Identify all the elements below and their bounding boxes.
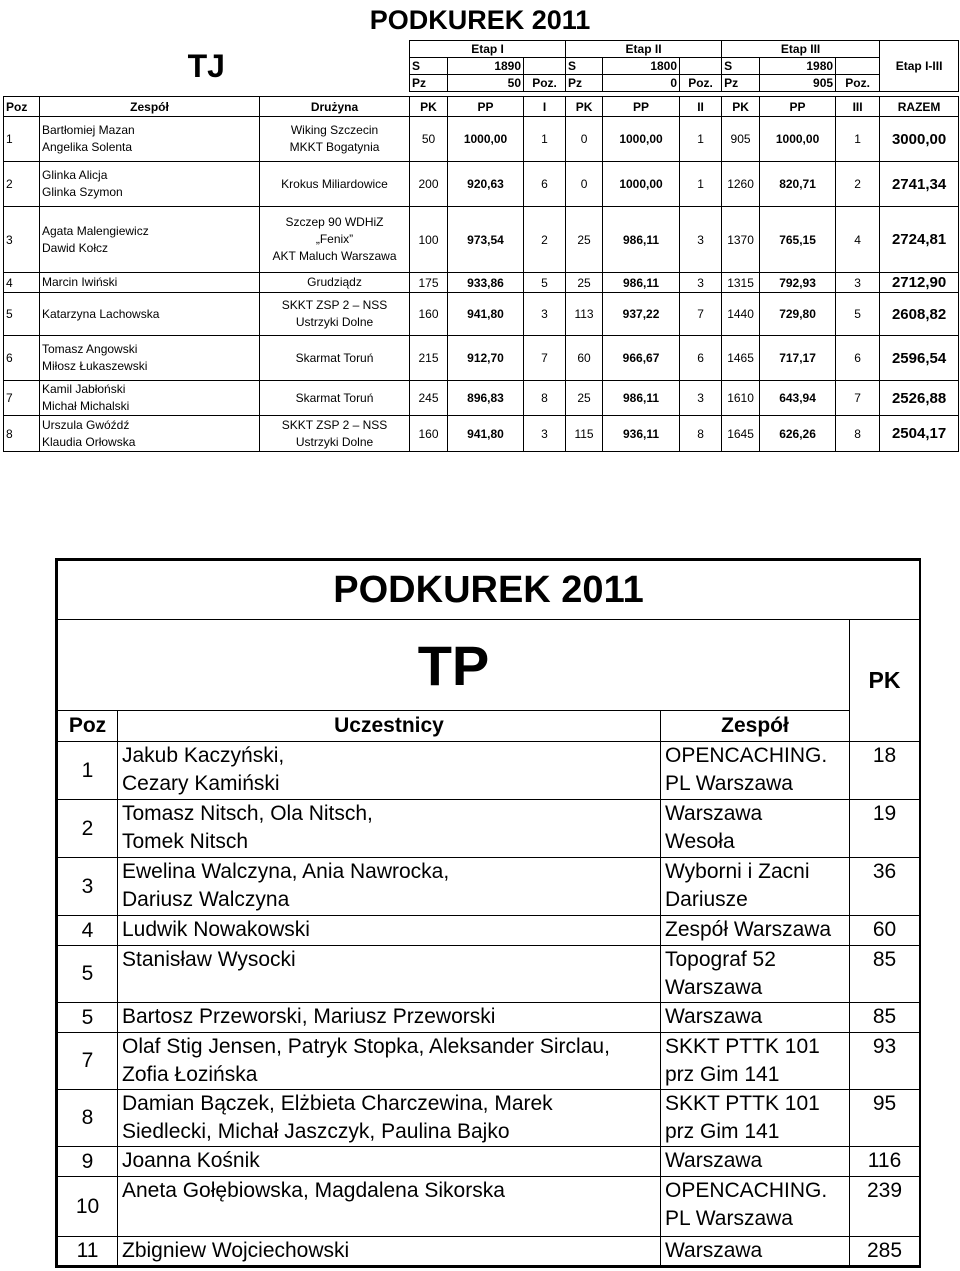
row-club bbox=[260, 416, 410, 452]
row-pk-stage-2: 60 bbox=[566, 336, 603, 381]
row-participants-line: Cezary Kamiński bbox=[122, 772, 280, 795]
row-team-line: Warszawa bbox=[665, 1239, 763, 1262]
row-team-members bbox=[40, 207, 260, 273]
row-place-stage-2: 3 bbox=[680, 207, 722, 273]
row-pp-stage-1: 1000,00 bbox=[448, 117, 524, 162]
row-club bbox=[260, 381, 410, 416]
row-pk: 60 bbox=[850, 916, 920, 946]
stage-3-label: Etap III bbox=[722, 41, 880, 58]
row-place-stage-2: 3 bbox=[680, 273, 722, 293]
table-row bbox=[4, 273, 959, 293]
table-row bbox=[58, 946, 920, 1003]
row-pp-stage-1: 941,80 bbox=[448, 293, 524, 336]
row-pk-stage-3: 1610 bbox=[722, 381, 760, 416]
stage-3-pz-value: 905 bbox=[760, 75, 836, 92]
row-club-line: „Fenix” bbox=[315, 232, 354, 246]
row-participants-line: Tomasz Nitsch, Ola Nitsch, bbox=[122, 802, 373, 825]
row-pp-stage-1: 973,54 bbox=[448, 207, 524, 273]
row-pp-stage-1: 896,83 bbox=[448, 381, 524, 416]
row-total: 2504,17 bbox=[880, 416, 959, 452]
row-team bbox=[661, 742, 850, 800]
row-position: 7 bbox=[4, 381, 40, 416]
row-pk-stage-1: 100 bbox=[410, 207, 448, 273]
row-team-members-line: Glinka Szymon bbox=[42, 185, 123, 199]
row-club-line: Skarmat Toruń bbox=[295, 350, 374, 365]
row-pp-stage-3: 717,17 bbox=[760, 336, 836, 381]
row-pp-stage-3: 626,26 bbox=[760, 416, 836, 452]
row-place-stage-2: 6 bbox=[680, 336, 722, 381]
row-pk: 93 bbox=[850, 1033, 920, 1090]
row-participants-line: Stanisław Wysocki bbox=[122, 948, 296, 971]
row-total: 3000,00 bbox=[880, 117, 959, 162]
row-total: 2608,82 bbox=[880, 293, 959, 336]
row-pk-stage-1: 200 bbox=[410, 162, 448, 207]
row-position: 8 bbox=[58, 1090, 118, 1147]
row-place-stage-1: 6 bbox=[524, 162, 566, 207]
stage-3-s-value: 1980 bbox=[760, 58, 836, 75]
row-participants-line: Ewelina Walczyna, Ania Nawrocka, bbox=[122, 860, 450, 883]
table-row bbox=[58, 916, 920, 946]
row-pp-stage-2: 986,11 bbox=[603, 207, 680, 273]
row-team-members-line: Urszula Gwóźdź bbox=[42, 417, 130, 432]
row-participants bbox=[118, 1033, 661, 1090]
tj-page-title: PODKUREK 2011 bbox=[369, 5, 591, 35]
row-club bbox=[260, 207, 410, 273]
stage-1-pz-value: 50 bbox=[448, 75, 524, 92]
row-team-members-line: Katarzyna Lachowska bbox=[42, 306, 160, 321]
tp-col-header-pk: PK bbox=[850, 620, 920, 742]
table-row bbox=[4, 381, 959, 416]
table-row bbox=[4, 293, 959, 336]
col-header-pk-2: PK bbox=[566, 97, 603, 117]
row-place-stage-3: 2 bbox=[836, 162, 880, 207]
row-club-line: Szczep 90 WDHiZ bbox=[285, 215, 384, 229]
row-pp-stage-3: 765,15 bbox=[760, 207, 836, 273]
row-place-stage-3: 1 bbox=[836, 117, 880, 162]
row-team-members bbox=[40, 336, 260, 381]
stage-1-label: Etap I bbox=[410, 41, 566, 58]
row-pp-stage-3: 643,94 bbox=[760, 381, 836, 416]
row-participants-line: Bartosz Przeworski, Mariusz Przeworski bbox=[122, 1005, 496, 1028]
row-participants bbox=[118, 1177, 661, 1237]
row-pp-stage-3: 729,80 bbox=[760, 293, 836, 336]
stage-1-s-value: 1890 bbox=[448, 58, 524, 75]
col-header-place-3: III bbox=[836, 97, 880, 117]
col-header-place-1: I bbox=[524, 97, 566, 117]
row-place-stage-3: 3 bbox=[836, 273, 880, 293]
row-team-line: Wesoła bbox=[665, 830, 735, 853]
row-pk: 85 bbox=[850, 946, 920, 1003]
row-total: 2724,81 bbox=[880, 207, 959, 273]
row-club-line: SKKT ZSP 2 – NSS bbox=[281, 417, 388, 432]
col-header-pk-3: PK bbox=[722, 97, 760, 117]
col-header-pp-2: PP bbox=[603, 97, 680, 117]
row-team-line: Warszawa bbox=[665, 802, 763, 825]
row-pk: 36 bbox=[850, 858, 920, 916]
row-pp-stage-2: 1000,00 bbox=[603, 162, 680, 207]
row-position: 4 bbox=[4, 273, 40, 293]
row-team-members bbox=[40, 416, 260, 452]
row-place-stage-3: 8 bbox=[836, 416, 880, 452]
row-place-stage-1: 3 bbox=[524, 416, 566, 452]
row-team-members-line: Glinka Alicja bbox=[42, 168, 108, 182]
row-team bbox=[661, 800, 850, 858]
row-participants bbox=[118, 742, 661, 800]
table-row bbox=[58, 1033, 920, 1090]
row-pp-stage-3: 1000,00 bbox=[760, 117, 836, 162]
col-header-zespol: Zespół bbox=[40, 97, 260, 117]
row-pk-stage-2: 0 bbox=[566, 162, 603, 207]
row-team-line: Warszawa bbox=[665, 976, 763, 999]
row-club-line: AKT Maluch Warszawa bbox=[272, 249, 397, 263]
tp-col-header-zespol: Zespół bbox=[661, 711, 850, 742]
row-team bbox=[661, 1147, 850, 1177]
row-team bbox=[661, 858, 850, 916]
tp-page-title: PODKUREK 2011 bbox=[58, 561, 920, 620]
row-pp-stage-2: 937,22 bbox=[603, 293, 680, 336]
row-team-members bbox=[40, 162, 260, 207]
stage-2-poz-label: Poz. bbox=[680, 75, 722, 92]
row-pk-stage-2: 115 bbox=[566, 416, 603, 452]
row-pp-stage-3: 792,93 bbox=[760, 273, 836, 293]
row-team-line: Zespół Warszawa bbox=[665, 918, 832, 941]
row-team-members-line: Angelika Solenta bbox=[42, 140, 133, 154]
row-team bbox=[661, 1177, 850, 1237]
table-row bbox=[58, 1003, 920, 1033]
row-team bbox=[661, 1090, 850, 1147]
row-participants-line: Ludwik Nowakowski bbox=[122, 918, 310, 941]
row-team-line: PL Warszawa bbox=[665, 1207, 793, 1230]
row-participants-line: Jakub Kaczyński, bbox=[122, 744, 285, 767]
row-team-line: prz Gim 141 bbox=[665, 1120, 780, 1143]
row-team-members-line: Michał Michalski bbox=[42, 399, 130, 413]
row-participants bbox=[118, 1003, 661, 1033]
row-participants-line: Damian Bączek, Elżbieta Charczewina, Marek bbox=[122, 1092, 553, 1115]
row-pk-stage-3: 1645 bbox=[722, 416, 760, 452]
table-row bbox=[58, 1237, 920, 1266]
row-team-members-line: Tomasz Angowski bbox=[42, 342, 138, 356]
row-club bbox=[260, 162, 410, 207]
row-participants bbox=[118, 800, 661, 858]
row-pk-stage-1: 175 bbox=[410, 273, 448, 293]
stage-3-pz-label: Pz bbox=[722, 75, 760, 92]
table-row bbox=[58, 1147, 920, 1177]
row-pk: 285 bbox=[850, 1237, 920, 1266]
row-pk: 19 bbox=[850, 800, 920, 858]
row-pk-stage-1: 160 bbox=[410, 416, 448, 452]
row-position: 3 bbox=[4, 207, 40, 273]
row-participants-line: Siedlecki, Michał Jaszczyk, Paulina Bajko bbox=[122, 1120, 510, 1143]
row-participants-line: Zofia Łozińska bbox=[122, 1063, 258, 1086]
row-position: 5 bbox=[4, 293, 40, 336]
row-place-stage-3: 5 bbox=[836, 293, 880, 336]
row-place-stage-3: 7 bbox=[836, 381, 880, 416]
table-row bbox=[4, 207, 959, 273]
row-club-line: Krokus Miliardowice bbox=[281, 176, 388, 191]
row-pp-stage-1: 912,70 bbox=[448, 336, 524, 381]
table-row bbox=[58, 800, 920, 858]
tj-results-table bbox=[3, 40, 959, 452]
row-total: 2741,34 bbox=[880, 162, 959, 207]
row-club-line: MKKT Bogatynia bbox=[289, 140, 380, 154]
row-place-stage-1: 7 bbox=[524, 336, 566, 381]
table-row bbox=[4, 336, 959, 381]
row-position: 10 bbox=[58, 1177, 118, 1237]
row-participants bbox=[118, 858, 661, 916]
stage-1-poz-label: Poz. bbox=[524, 75, 566, 92]
tj-category-label: TJ bbox=[187, 47, 225, 84]
row-pk-stage-3: 1440 bbox=[722, 293, 760, 336]
row-team-line: SKKT PTTK 101 bbox=[665, 1035, 820, 1058]
row-team-line: Wyborni i Zacni bbox=[665, 860, 810, 883]
row-club bbox=[260, 117, 410, 162]
row-total: 2526,88 bbox=[880, 381, 959, 416]
col-header-pk-1: PK bbox=[410, 97, 448, 117]
row-club-line: Wiking Szczecin bbox=[290, 123, 379, 137]
stage-2-s-value: 1800 bbox=[603, 58, 680, 75]
table-row bbox=[58, 742, 920, 800]
tp-results-table bbox=[57, 560, 920, 1266]
stage-2-s-label: S bbox=[566, 58, 603, 75]
row-pp-stage-2: 1000,00 bbox=[603, 117, 680, 162]
total-stage-label: Etap I-III bbox=[880, 41, 959, 92]
row-club bbox=[260, 336, 410, 381]
row-pk: 239 bbox=[850, 1177, 920, 1237]
row-team-line: Dariusze bbox=[665, 888, 748, 911]
row-team-members bbox=[40, 273, 260, 293]
col-header-razem: RAZEM bbox=[880, 97, 959, 117]
row-team-members-line: Klaudia Orłowska bbox=[42, 434, 136, 449]
row-place-stage-1: 1 bbox=[524, 117, 566, 162]
row-place-stage-1: 3 bbox=[524, 293, 566, 336]
col-header-druzyna: Drużyna bbox=[260, 97, 410, 117]
tp-category-label: TP bbox=[58, 620, 850, 711]
row-position: 11 bbox=[58, 1237, 118, 1266]
row-team-line: SKKT PTTK 101 bbox=[665, 1092, 820, 1115]
row-pp-stage-1: 941,80 bbox=[448, 416, 524, 452]
row-pp-stage-2: 986,11 bbox=[603, 381, 680, 416]
row-place-stage-1: 5 bbox=[524, 273, 566, 293]
row-team-members bbox=[40, 117, 260, 162]
row-club-line: Skarmat Toruń bbox=[295, 390, 374, 405]
row-pk: 95 bbox=[850, 1090, 920, 1147]
row-pk: 18 bbox=[850, 742, 920, 800]
row-team-members-line: Marcin Iwiński bbox=[42, 275, 118, 289]
stage-2-pz-value: 0 bbox=[603, 75, 680, 92]
row-place-stage-1: 2 bbox=[524, 207, 566, 273]
row-participants bbox=[118, 946, 661, 1003]
row-place-stage-1: 8 bbox=[524, 381, 566, 416]
row-pp-stage-1: 920,63 bbox=[448, 162, 524, 207]
row-club-line: Grudziądz bbox=[307, 275, 362, 289]
row-position: 2 bbox=[4, 162, 40, 207]
row-pk-stage-2: 113 bbox=[566, 293, 603, 336]
row-team-line: OPENCACHING. bbox=[665, 1179, 828, 1202]
row-pk-stage-3: 1315 bbox=[722, 273, 760, 293]
row-participants-line: Olaf Stig Jensen, Patryk Stopka, Aleksander Sirclau, bbox=[122, 1035, 610, 1058]
tp-col-header-poz: Poz bbox=[58, 711, 118, 742]
row-team-members bbox=[40, 381, 260, 416]
row-team bbox=[661, 1237, 850, 1266]
row-pp-stage-2: 986,11 bbox=[603, 273, 680, 293]
row-team-members-line: Miłosz Łukaszewski bbox=[42, 359, 148, 373]
tp-results-panel bbox=[55, 558, 921, 1268]
row-pk-stage-3: 1370 bbox=[722, 207, 760, 273]
stage-2-pz-label: Pz bbox=[566, 75, 603, 92]
row-participants bbox=[118, 1147, 661, 1177]
row-position: 7 bbox=[58, 1033, 118, 1090]
row-club-line: Ustrzyki Dolne bbox=[295, 315, 374, 329]
row-club-line: SKKT ZSP 2 – NSS bbox=[281, 298, 388, 312]
row-club bbox=[260, 293, 410, 336]
row-position: 1 bbox=[4, 117, 40, 162]
row-participants-line: Dariusz Walczyna bbox=[122, 888, 290, 911]
table-row bbox=[4, 162, 959, 207]
row-pp-stage-2: 936,11 bbox=[603, 416, 680, 452]
row-position: 2 bbox=[58, 800, 118, 858]
row-team-members-line: Dawid Kołcz bbox=[42, 240, 109, 255]
row-participants bbox=[118, 1237, 661, 1266]
row-team-line: Warszawa bbox=[665, 1149, 763, 1172]
row-pk-stage-2: 25 bbox=[566, 207, 603, 273]
col-header-pp-3: PP bbox=[760, 97, 836, 117]
row-pk-stage-3: 905 bbox=[722, 117, 760, 162]
col-header-pp-1: PP bbox=[448, 97, 524, 117]
table-row bbox=[4, 416, 959, 452]
row-pk: 85 bbox=[850, 1003, 920, 1033]
row-total: 2596,54 bbox=[880, 336, 959, 381]
tp-col-header-uczestnicy: Uczestnicy bbox=[118, 711, 661, 742]
row-team bbox=[661, 1003, 850, 1033]
row-pk-stage-2: 0 bbox=[566, 117, 603, 162]
row-team-members-line: Agata Malengiewicz bbox=[42, 223, 149, 238]
row-place-stage-2: 7 bbox=[680, 293, 722, 336]
row-team-line: OPENCACHING. bbox=[665, 744, 828, 767]
row-total: 2712,90 bbox=[880, 273, 959, 293]
row-participants-line: Zbigniew Wojciechowski bbox=[122, 1239, 350, 1262]
row-pk-stage-1: 215 bbox=[410, 336, 448, 381]
row-position: 4 bbox=[58, 916, 118, 946]
row-team bbox=[661, 916, 850, 946]
row-team-line: Warszawa bbox=[665, 1005, 763, 1028]
row-participants bbox=[118, 916, 661, 946]
row-place-stage-2: 1 bbox=[680, 162, 722, 207]
table-row bbox=[58, 1090, 920, 1147]
stage-3-poz-label: Poz. bbox=[836, 75, 880, 92]
row-team-members-line: Kamil Jabłoński bbox=[42, 382, 126, 396]
table-row bbox=[58, 858, 920, 916]
row-position: 8 bbox=[4, 416, 40, 452]
row-pk-stage-1: 245 bbox=[410, 381, 448, 416]
row-participants-line: Joanna Kośnik bbox=[122, 1149, 260, 1172]
row-pp-stage-3: 820,71 bbox=[760, 162, 836, 207]
row-participants-line: Aneta Gołębiowska, Magdalena Sikorska bbox=[122, 1179, 505, 1202]
row-team-members-line: Bartłomiej Mazan bbox=[42, 123, 135, 137]
row-pp-stage-2: 966,67 bbox=[603, 336, 680, 381]
col-header-place-2: II bbox=[680, 97, 722, 117]
row-pk-stage-1: 160 bbox=[410, 293, 448, 336]
row-pk-stage-3: 1260 bbox=[722, 162, 760, 207]
row-place-stage-2: 1 bbox=[680, 117, 722, 162]
stage-1-s-label: S bbox=[410, 58, 448, 75]
row-place-stage-3: 6 bbox=[836, 336, 880, 381]
row-team-line: Topograf 52 bbox=[665, 948, 776, 971]
row-pk-stage-2: 25 bbox=[566, 381, 603, 416]
row-place-stage-2: 3 bbox=[680, 381, 722, 416]
row-position: 5 bbox=[58, 946, 118, 1003]
row-team bbox=[661, 946, 850, 1003]
row-position: 9 bbox=[58, 1147, 118, 1177]
row-participants-line: Tomek Nitsch bbox=[122, 830, 249, 853]
table-row bbox=[58, 1177, 920, 1237]
row-team-line: PL Warszawa bbox=[665, 772, 793, 795]
row-position: 6 bbox=[4, 336, 40, 381]
row-pk: 116 bbox=[850, 1147, 920, 1177]
row-club-line: Ustrzyki Dolne bbox=[295, 434, 374, 449]
row-position: 3 bbox=[58, 858, 118, 916]
table-row bbox=[4, 117, 959, 162]
row-place-stage-2: 8 bbox=[680, 416, 722, 452]
row-position: 5 bbox=[58, 1003, 118, 1033]
stage-2-label: Etap II bbox=[566, 41, 722, 58]
row-pk-stage-1: 50 bbox=[410, 117, 448, 162]
row-position: 1 bbox=[58, 742, 118, 800]
row-participants bbox=[118, 1090, 661, 1147]
row-team-line: prz Gim 141 bbox=[665, 1063, 780, 1086]
row-pk-stage-2: 25 bbox=[566, 273, 603, 293]
col-header-poz: Poz bbox=[4, 97, 40, 117]
row-pp-stage-1: 933,86 bbox=[448, 273, 524, 293]
row-team-members bbox=[40, 293, 260, 336]
stage-3-s-label: S bbox=[722, 58, 760, 75]
row-place-stage-3: 4 bbox=[836, 207, 880, 273]
stage-1-pz-label: Pz bbox=[410, 75, 448, 92]
row-pk-stage-3: 1465 bbox=[722, 336, 760, 381]
row-club bbox=[260, 273, 410, 293]
row-team bbox=[661, 1033, 850, 1090]
